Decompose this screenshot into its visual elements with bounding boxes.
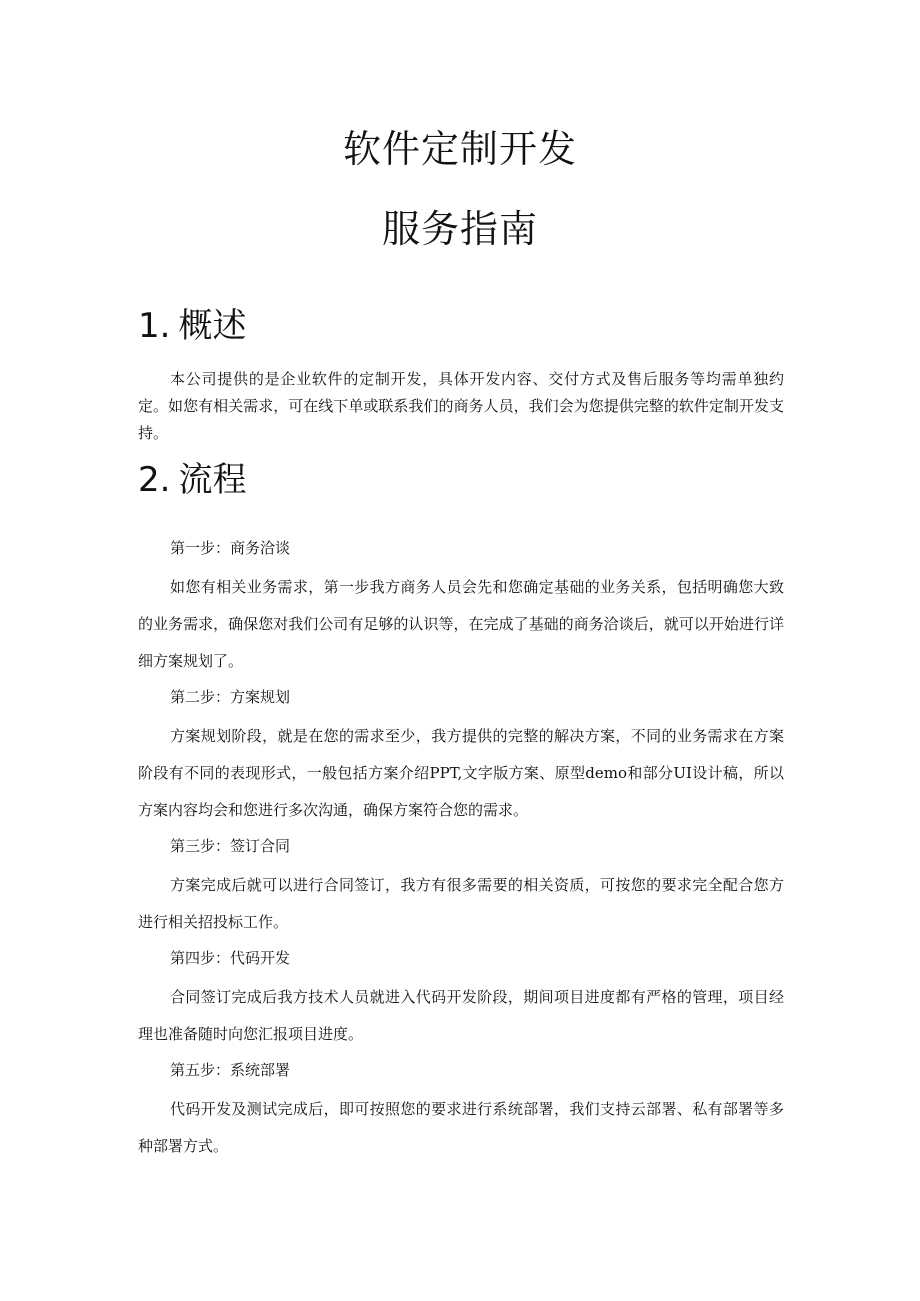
section-heading-process — [138, 452, 246, 501]
process-steps — [138, 534, 784, 1168]
step-sign-contract — [138, 832, 784, 941]
overview-paragraph: 本公司提供的是企业软件的定制开发，具体开发内容、交付方式及售后服务等均需单独约定。如您有相关需求，可在线下单或联系我们的商务人员，我们会为您提供完整的软件定制开发支持。 — [138, 370, 784, 442]
section-number: 1. — [138, 306, 171, 346]
step-body: 方案完成后就可以进行合同签订，我方有很多需要的相关资质，可按您的要求完全配合您方进行相关招投标工作。 — [138, 876, 784, 931]
step-title: 第五步：系统部署 — [170, 1061, 291, 1079]
step-solution-planning — [138, 683, 784, 829]
step-body: 代码开发及测试完成后，即可按照您的要求进行系统部署，我们支持云部署、私有部署等多种部署方式。 — [138, 1100, 784, 1155]
document-title-line1: 软件定制开发 — [342, 127, 577, 171]
step-body: 方案规划阶段，就是在您的需求至少，我方提供的完整的解决方案，不同的业务需求在方案阶段有不同的表现形式，一般包括方案介绍PPT,文字版方案、原型demo和部分UI设计稿，所以方案内容均会和您进行多次沟通，确保方案符合您的需求。 — [138, 727, 784, 819]
section-heading-text: 流程 — [178, 460, 247, 500]
step-body: 合同签订完成后我方技术人员就进入代码开发阶段，期间项目进度都有严格的管理，项目经理也准备随时向您汇报项目进度。 — [138, 988, 784, 1043]
section-heading-text: 概述 — [178, 306, 247, 346]
step-body: 如您有相关业务需求，第一步我方商务人员会先和您确定基础的业务关系，包括明确您大致的业务需求，确保您对我们公司有足够的认识等，在完成了基础的商务洽谈后，就可以开始进行详细方案规划了。 — [138, 578, 784, 670]
step-business-negotiation — [138, 534, 784, 680]
step-system-deployment — [138, 1056, 784, 1165]
step-title: 第二步：方案规划 — [170, 688, 291, 706]
section-number: 2. — [138, 460, 171, 500]
step-title: 第四步：代码开发 — [170, 949, 291, 967]
section-heading-overview — [138, 298, 246, 347]
document-title-line2: 服务指南 — [381, 207, 538, 251]
step-title: 第一步：商务洽谈 — [170, 539, 291, 557]
step-code-development — [138, 944, 784, 1053]
step-title: 第三步：签订合同 — [170, 837, 291, 855]
